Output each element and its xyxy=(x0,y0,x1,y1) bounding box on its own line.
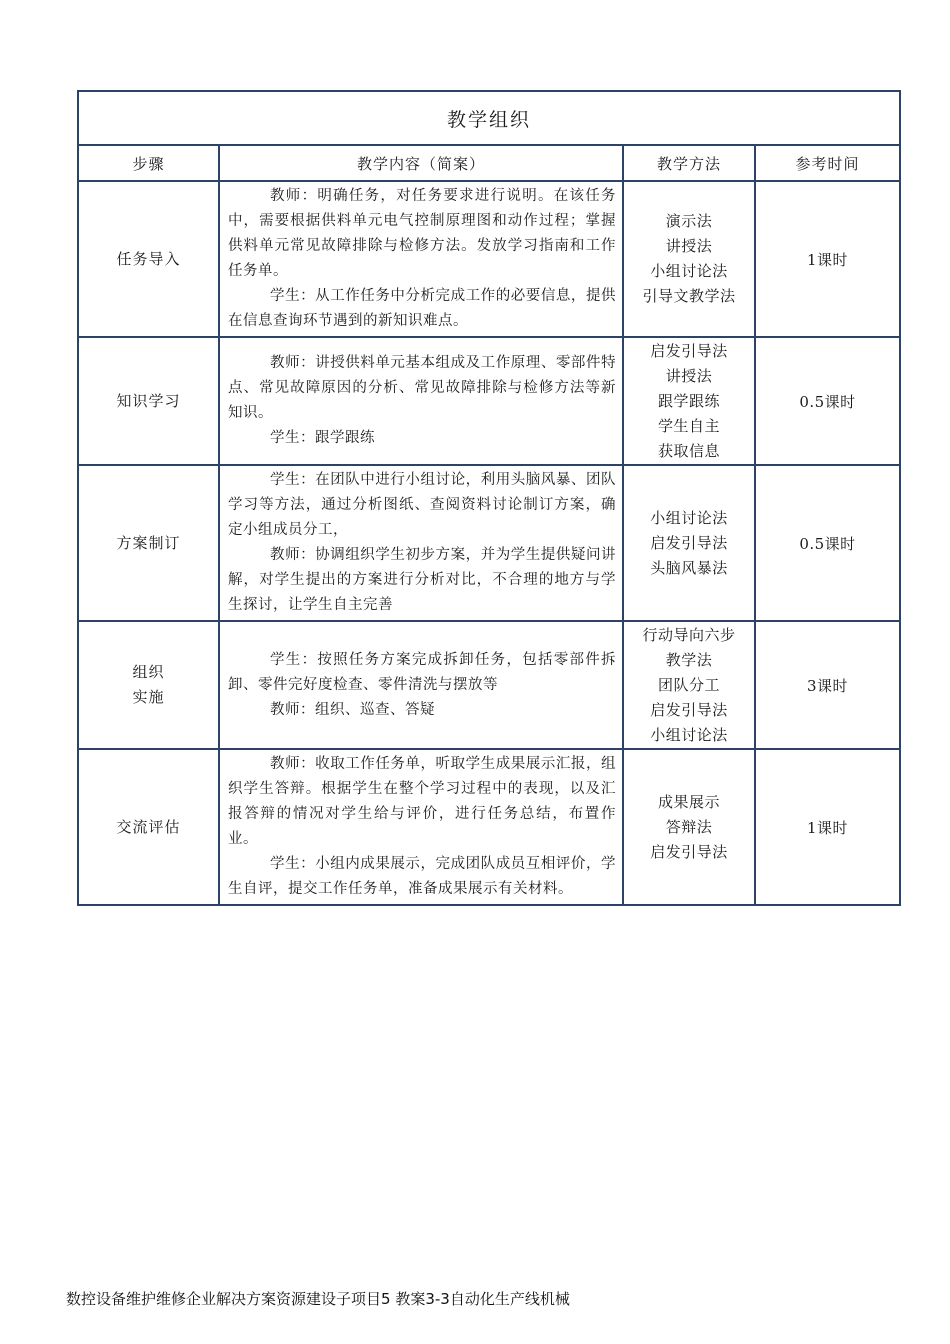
content-cell xyxy=(219,465,623,621)
content-paragraph: 学生：小组内成果展示，完成团队成员互相评价，学生自评，提交工作任务单，准备成果展示有关材料。 xyxy=(228,856,616,897)
method-cell: 小组讨论法 启发引导法 头脑风暴法 xyxy=(623,465,755,621)
table-row xyxy=(78,337,900,465)
content-cell xyxy=(219,337,623,465)
header-method: 教学方法 xyxy=(623,145,755,181)
method-cell: 启发引导法 讲授法 跟学跟练 学生自主 获取信息 xyxy=(623,337,755,465)
method-cell: 成果展示 答辩法 启发引导法 xyxy=(623,749,755,905)
header-time: 参考时间 xyxy=(755,145,900,181)
time-cell: 3课时 xyxy=(755,621,900,749)
time-cell: 0.5课时 xyxy=(755,465,900,621)
content-paragraph: 教师：协调组织学生初步方案，并为学生提供疑问讲解，对学生提出的方案进行分析对比，不合理的地方与学生探讨，让学生自主完善 xyxy=(228,547,616,613)
table-row xyxy=(78,181,900,337)
table-row xyxy=(78,465,900,621)
content-paragraph: 教师：明确任务，对任务要求进行说明。在该任务中，需要根据供料单元电气控制原理图和动作过程；掌握供料单元常见故障排除与检修方法。发放学习指南和工作任务单。 xyxy=(228,188,616,279)
step-cell: 组织 实施 xyxy=(78,621,219,749)
time-cell: 0.5课时 xyxy=(755,337,900,465)
table-row xyxy=(78,621,900,749)
content-paragraph: 教师：收取工作任务单，听取学生成果展示汇报，组织学生答辩。根据学生在整个学习过程中的表现，以及汇报答辩的情况对学生给与评价，进行任务总结，布置作业。 xyxy=(228,756,616,847)
content-paragraph: 学生：从工作任务中分析完成工作的必要信息，提供在信息查询环节遇到的新知识难点。 xyxy=(228,288,616,329)
method-cell: 演示法 讲授法 小组讨论法 引导文教学法 xyxy=(623,181,755,337)
header-row xyxy=(78,145,900,181)
step-cell: 方案制订 xyxy=(78,465,219,621)
page-footer: 数控设备维护维修企业解决方案资源建设子项目5 教案3-3自动化生产线机械 xyxy=(66,1290,570,1308)
content-paragraph: 教师：讲授供料单元基本组成及工作原理、零部件特点、常见故障原因的分析、常见故障排除与检修方法等新知识。 xyxy=(228,355,616,421)
content-cell xyxy=(219,181,623,337)
time-cell: 1课时 xyxy=(755,181,900,337)
content-paragraph: 学生：按照任务方案完成拆卸任务，包括零部件拆卸、零件完好度检查、零件清洗与摆放等 xyxy=(228,651,616,693)
teaching-organization-table xyxy=(77,90,901,906)
step-cell: 知识学习 xyxy=(78,337,219,465)
step-cell: 交流评估 xyxy=(78,749,219,905)
time-cell: 1课时 xyxy=(755,749,900,905)
step-cell: 任务导入 xyxy=(78,181,219,337)
table-row xyxy=(78,749,900,905)
header-step: 步骤 xyxy=(78,145,219,181)
content-paragraph: 学生：跟学跟练 xyxy=(270,430,376,446)
table-title: 教学组织 xyxy=(78,91,900,145)
header-content: 教学内容（简案） xyxy=(219,145,623,181)
method-cell: 行动导向六步 教学法 团队分工 启发引导法 小组讨论法 xyxy=(623,621,755,749)
content-cell xyxy=(219,621,623,749)
content-paragraph: 学生：在团队中进行小组讨论，利用头脑风暴、团队学习等方法，通过分析图纸、查阅资料讨论制订方案，确定小组成员分工， xyxy=(228,472,616,538)
content-paragraph: 教师：组织、巡查、答疑 xyxy=(270,701,436,718)
content-cell xyxy=(219,749,623,905)
